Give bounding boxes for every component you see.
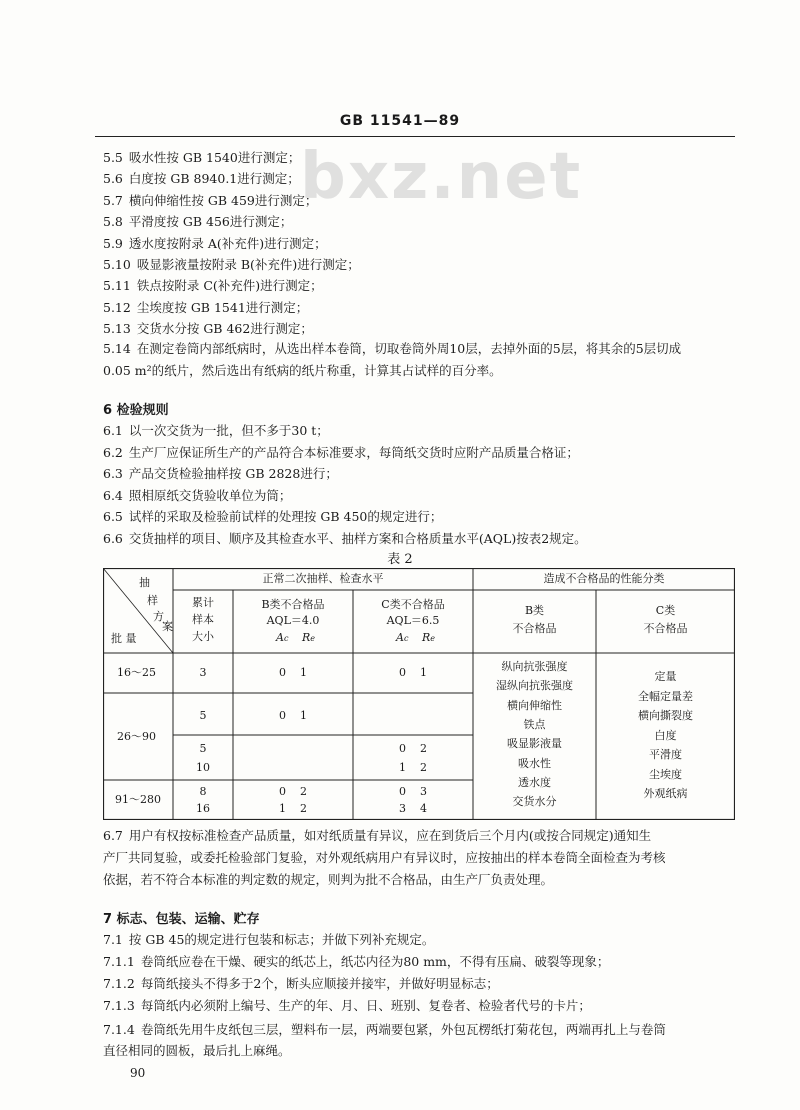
header-sample-size-3: 大小 bbox=[192, 630, 214, 643]
item-text: 在测定卷筒内部纸病时，从选出样本卷筒，切取卷筒外周10层，去掉外面的5层，将其余的5层切成 bbox=[136, 341, 682, 356]
table-2 bbox=[103, 568, 735, 820]
item-6-7-line3: 依据，若不符合本标准的判定数的规定，则判为批不合格品，由生产厂负责处理。 bbox=[103, 872, 554, 887]
section-7-item bbox=[103, 932, 434, 948]
item-number: 5.14 bbox=[103, 341, 131, 356]
header-c-class-sub: 不合格品 bbox=[643, 622, 688, 635]
section-6-item bbox=[103, 423, 329, 439]
header-sample-size-2: 样本 bbox=[192, 613, 214, 626]
c-property: 定量 bbox=[654, 670, 677, 683]
header-sampling: 正常二次抽样、检查水平 bbox=[262, 572, 384, 585]
item-text: 卷筒纸先用牛皮纸包三层，塑料布一层，两端要包紧，外包瓦楞纸打菊花包，两端再扎上与卷筒 bbox=[140, 1022, 666, 1037]
table-cell-c: 0 1 bbox=[399, 666, 427, 679]
header-b-nonconforming: B类不合格品 bbox=[261, 598, 325, 611]
section-5-item bbox=[103, 150, 300, 166]
corner-label-mid2: 方 bbox=[153, 610, 164, 623]
section-7-item bbox=[103, 954, 609, 970]
table-cell-c: 0 3 bbox=[399, 785, 427, 798]
item-text: 按 GB 45的规定进行包装和标志；并做下列补充规定。 bbox=[128, 932, 435, 947]
item-number: 5.5 bbox=[103, 150, 123, 165]
table-cell-b: 0 1 bbox=[279, 666, 307, 679]
item-text: 平滑度按 GB 456进行测定； bbox=[128, 214, 293, 230]
b-property: 吸显影液量 bbox=[507, 737, 562, 751]
item-text: 每筒纸接头不得多于2个，断头应顺接并接牢，并做好明显标志； bbox=[140, 976, 499, 991]
item-number: 5.13 bbox=[103, 321, 131, 337]
item-text: 白度按 GB 8940.1进行测定； bbox=[128, 171, 300, 187]
re-subscript: e bbox=[430, 634, 436, 643]
page-number: 90 bbox=[130, 1066, 146, 1080]
item-number: 6.5 bbox=[103, 509, 123, 524]
header-b-ac bbox=[276, 631, 288, 646]
header-rule bbox=[95, 136, 735, 137]
section-5-item bbox=[103, 321, 313, 337]
re-subscript: e bbox=[310, 634, 316, 643]
item-number: 6.4 bbox=[103, 487, 123, 503]
ac-symbol: A bbox=[396, 631, 404, 644]
header-b-class: B类 bbox=[524, 604, 545, 617]
item-text: 每筒纸内必须附上编号、生产的年、月、日、班别、复卷者、检验者代号的卡片； bbox=[140, 998, 591, 1013]
table-cell-c: 0 2 bbox=[399, 742, 427, 755]
section-5-item bbox=[103, 171, 300, 187]
header-c-ac bbox=[396, 631, 408, 646]
table-cell-size: 5 bbox=[199, 742, 207, 755]
item-number: 5.10 bbox=[103, 257, 131, 272]
header-c-nonconforming: C类不合格品 bbox=[381, 598, 445, 611]
b-property: 湿纵向抗张强度 bbox=[496, 679, 573, 693]
item-6-7-line1 bbox=[103, 828, 651, 844]
corner-label-mid1: 样 bbox=[147, 594, 158, 607]
section-6-item bbox=[103, 488, 291, 504]
ac-subscript: c bbox=[283, 634, 289, 643]
c-property: 横向撕裂度 bbox=[638, 709, 693, 722]
item-7-1-4-line2: 直径相同的圆板，最后扎上麻绳。 bbox=[103, 1043, 291, 1058]
section-5-item bbox=[103, 300, 308, 316]
item-text: 交货抽样的项目、顺序及其检查水平、抽样方案和合格质量水平(AQL)按表2规定。 bbox=[128, 530, 587, 546]
item-text: 透水度按附录 A(补充件)进行测定； bbox=[128, 235, 327, 251]
header-c-aql: AQL＝6.5 bbox=[386, 614, 440, 627]
section-5-item bbox=[103, 214, 292, 230]
section-5-item bbox=[103, 236, 327, 252]
ac-subscript: c bbox=[403, 634, 409, 643]
re-symbol: R bbox=[302, 631, 311, 644]
item-7-1-4-line1 bbox=[103, 1022, 666, 1038]
item-number: 5.9 bbox=[103, 235, 123, 251]
item-number: 5.8 bbox=[103, 214, 123, 230]
table-cell-size: 5 bbox=[199, 709, 207, 722]
item-number: 5.12 bbox=[103, 299, 131, 315]
item-number: 6.7 bbox=[103, 828, 123, 843]
table-cell-b: 0 1 bbox=[279, 709, 307, 722]
table-cell-c: 1 2 bbox=[399, 761, 427, 774]
header-b-aql: AQL＝4.0 bbox=[266, 614, 320, 627]
ac-symbol: A bbox=[276, 631, 284, 644]
section-5-item bbox=[103, 278, 323, 294]
item-number: 7.1 bbox=[103, 932, 123, 947]
b-property: 铁点 bbox=[523, 717, 546, 731]
section-5-item bbox=[103, 257, 360, 273]
item-text: 吸水性按 GB 1540进行测定； bbox=[128, 150, 301, 165]
c-property: 尘埃度 bbox=[649, 767, 682, 781]
header-b-class-sub: 不合格品 bbox=[512, 622, 557, 635]
corner-label-mid3: 案 bbox=[162, 620, 173, 633]
item-text: 产品交货检验抽样按 GB 2828进行； bbox=[128, 466, 338, 481]
item-5-14-line1 bbox=[103, 341, 681, 357]
item-number: 7.1.2 bbox=[103, 976, 135, 991]
table-cell-b: 1 2 bbox=[279, 802, 307, 815]
c-property: 全幅定量差 bbox=[638, 689, 693, 703]
table-cell-b: 0 2 bbox=[279, 785, 307, 798]
section-6-item bbox=[103, 531, 587, 547]
batch-16-25: 16～25 bbox=[117, 666, 156, 679]
b-property: 横向伸缩性 bbox=[507, 698, 562, 712]
table-cell-c: 3 4 bbox=[399, 802, 427, 815]
section-6-title: 6 检验规则 bbox=[103, 403, 169, 418]
section-7-title: 7 标志、包装、运输、贮存 bbox=[103, 912, 260, 927]
item-text: 用户有权按标准检查产品质量，如对纸质量有异议，应在到货后三个月内(或按合同规定)通知生 bbox=[128, 828, 652, 843]
section-7-item bbox=[103, 976, 499, 992]
section-7-item bbox=[103, 998, 591, 1014]
item-text: 照相原纸交货验收单位为筒； bbox=[128, 487, 292, 503]
corner-label-top: 抽 bbox=[139, 576, 150, 589]
c-property: 平滑度 bbox=[649, 748, 682, 761]
item-text: 交货水分按 GB 462进行测定； bbox=[136, 321, 313, 337]
b-property: 吸水性 bbox=[518, 756, 551, 770]
c-property: 白度 bbox=[654, 728, 677, 742]
item-number: 7.1.4 bbox=[103, 1022, 135, 1037]
c-property: 外观纸病 bbox=[643, 787, 688, 800]
b-property: 纵向抗张强度 bbox=[501, 660, 568, 673]
item-number: 6.1 bbox=[103, 423, 123, 438]
table-cell-size: 10 bbox=[196, 761, 210, 774]
item-number: 7.1.3 bbox=[103, 998, 135, 1013]
header-c-re bbox=[422, 631, 435, 646]
watermark: bxz.net bbox=[300, 140, 583, 214]
header-defect-class: 造成不合格品的性能分类 bbox=[543, 572, 665, 585]
item-number: 6.3 bbox=[103, 466, 123, 481]
item-number: 5.11 bbox=[103, 278, 131, 294]
batch-26-90: 26～90 bbox=[117, 730, 156, 743]
b-property: 透水度 bbox=[518, 775, 551, 789]
item-text: 尘埃度按 GB 1541进行测定； bbox=[136, 299, 309, 315]
section-6-item bbox=[103, 445, 579, 461]
item-text: 吸显影液量按附录 B(补充件)进行测定； bbox=[136, 257, 360, 272]
table-caption: 表 2 bbox=[387, 552, 413, 567]
item-number: 6.6 bbox=[103, 530, 123, 546]
item-number: 7.1.1 bbox=[103, 954, 135, 969]
item-text: 生产厂应保证所生产的产品符合本标准要求，每筒纸交货时应附产品质量合格证； bbox=[128, 444, 579, 460]
item-number: 5.7 bbox=[103, 192, 123, 208]
b-property: 交货水分 bbox=[512, 795, 557, 809]
item-6-7-line2: 产厂共同复验，或委托检验部门复验，对外观纸病用户有异议时，应按抽出的样本卷筒全面检查为考核 bbox=[103, 850, 666, 865]
header-b-re bbox=[302, 631, 315, 646]
item-text: 试样的采取及检验前试样的处理按 GB 450的规定进行； bbox=[128, 509, 443, 524]
item-text: 以一次交货为一批，但不多于30 t； bbox=[128, 423, 329, 438]
standard-code-header: GB 11541—89 bbox=[339, 113, 461, 129]
section-5-item bbox=[103, 193, 317, 209]
section-6-item bbox=[103, 466, 338, 482]
item-number: 6.2 bbox=[103, 444, 123, 460]
item-text: 卷筒纸应卷在干燥、硬实的纸芯上，纸芯内径为80 mm，不得有压扁、破裂等现象； bbox=[140, 954, 610, 969]
table-cell-size: 8 bbox=[199, 785, 207, 798]
table-cell-size: 16 bbox=[196, 802, 210, 815]
item-text: 横向伸缩性按 GB 459进行测定； bbox=[128, 192, 318, 208]
header-sample-size-1: 累计 bbox=[192, 596, 214, 609]
header-c-class: C类 bbox=[655, 604, 676, 617]
item-text: 铁点按附录 C(补充件)进行测定； bbox=[136, 278, 323, 294]
item-number: 5.6 bbox=[103, 171, 123, 187]
batch-91-280: 91～280 bbox=[115, 793, 161, 806]
re-symbol: R bbox=[422, 631, 431, 644]
table-cell-size: 3 bbox=[199, 666, 207, 679]
item-5-14-line2: 0.05 m²的纸片，然后选出有纸病的纸片称重，计算其占试样的百分率。 bbox=[103, 363, 502, 378]
corner-label-bottom: 批 量 bbox=[111, 632, 137, 645]
section-6-item bbox=[103, 509, 442, 525]
